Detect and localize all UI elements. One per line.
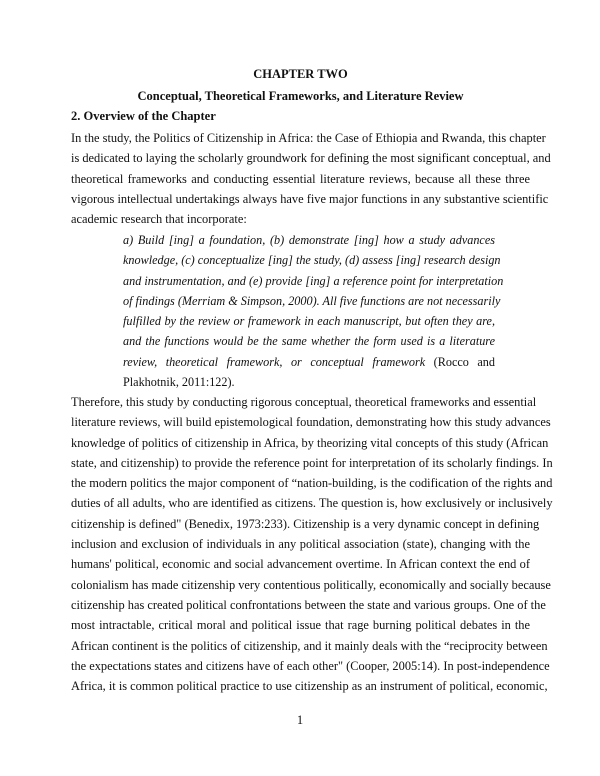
quote-line xyxy=(123,352,495,372)
chapter-subtitle: Conceptual, Theoretical Frameworks, and Literature Review xyxy=(137,89,464,103)
quote-line: and the functions would be the same whether the form used is a literature xyxy=(123,334,495,349)
text-line: academic research that incorporate: xyxy=(71,212,247,227)
text-line: literature reviews, will build epistemological foundation, demonstrating how this study advances xyxy=(71,415,551,430)
text-line: colonialism has made citizenship very contentious politically, economically and socially because xyxy=(71,577,551,592)
chapter-title: CHAPTER TWO xyxy=(253,67,348,81)
paragraph-2 xyxy=(71,392,553,696)
text-line: In the study, the Politics of Citizenship in Africa: the Case of Ethiopia and Rwanda, this chapter xyxy=(71,131,546,145)
text-line: state, and citizenship) to provide the reference point for interpretation of its scholarly findings. In xyxy=(71,455,553,470)
paragraph-1 xyxy=(71,128,551,229)
quote-citation-continued: Plakhotnik, 2011:122). xyxy=(123,375,235,390)
text-line: Therefore, this study by conducting rigorous conceptual, theoretical frameworks and essential xyxy=(71,395,537,409)
text-line: vigorous intellectual undertakings always have five major functions in any substantive scientific xyxy=(71,191,549,206)
text-line: citizenship is defined" (Benedix, 1973:233). Citizenship is a very dynamic concept in defining xyxy=(71,516,540,531)
text-line: theoretical frameworks and conducting essential literature reviews, because all these three xyxy=(71,171,530,186)
page-number: 1 xyxy=(296,713,304,727)
text-line: humans' political, economic and social advancement overtime. In African context the end of xyxy=(71,557,530,572)
quote-line: knowledge, (c) conceptualize [ing] the study, (d) assess [ing] research design xyxy=(123,253,501,268)
text-line: inclusion and exclusion of individuals in any political association (state), changing with the xyxy=(71,537,530,552)
text-line: citizenship has created political confrontations between the state and various groups. One of the xyxy=(71,597,546,612)
text-line: is dedicated to laying the scholarly groundwork for defining the most significant conceptual, and xyxy=(71,151,551,166)
section-heading: 2. Overview of the Chapter xyxy=(71,109,216,123)
text-line: Africa, it is common political practice to use citizenship as an instrument of political, economic, xyxy=(71,679,548,694)
text-line: the expectations states and citizens have of each other" (Cooper, 2005:14). In post-independence xyxy=(71,658,550,673)
text-line: most intractable, critical moral and political issue that rage burning political debates in the xyxy=(71,618,530,633)
text-line: knowledge of politics of citizenship in Africa, by theorizing vital concepts of this study (African xyxy=(71,435,549,450)
quote-citation: (Rocco and xyxy=(433,354,495,369)
quote-line: and instrumentation, and (e) provide [ing] a reference point for interpretation xyxy=(123,273,504,288)
quote-line: fulfilled by the review or framework in each manuscript, but often they are, xyxy=(123,314,495,329)
quote-text: review, theoretical framework, or conceptual framework xyxy=(123,354,426,369)
text-line: duties of all adults, who are identified as citizens. The question is, how exclusively or inclusively xyxy=(71,496,553,511)
text-line: the modern politics the major component of “nation-building, is the codification of the rights and xyxy=(71,476,553,491)
block-quote xyxy=(123,230,504,392)
quote-line: a) Build [ing] a foundation, (b) demonstrate [ing] how a study advances xyxy=(123,233,495,247)
text-line: African continent is the politics of citizenship, and it mainly deals with the “reciprocity between xyxy=(71,638,548,653)
quote-line: of findings (Merriam & Simpson, 2000). All five functions are not necessarily xyxy=(123,293,501,308)
